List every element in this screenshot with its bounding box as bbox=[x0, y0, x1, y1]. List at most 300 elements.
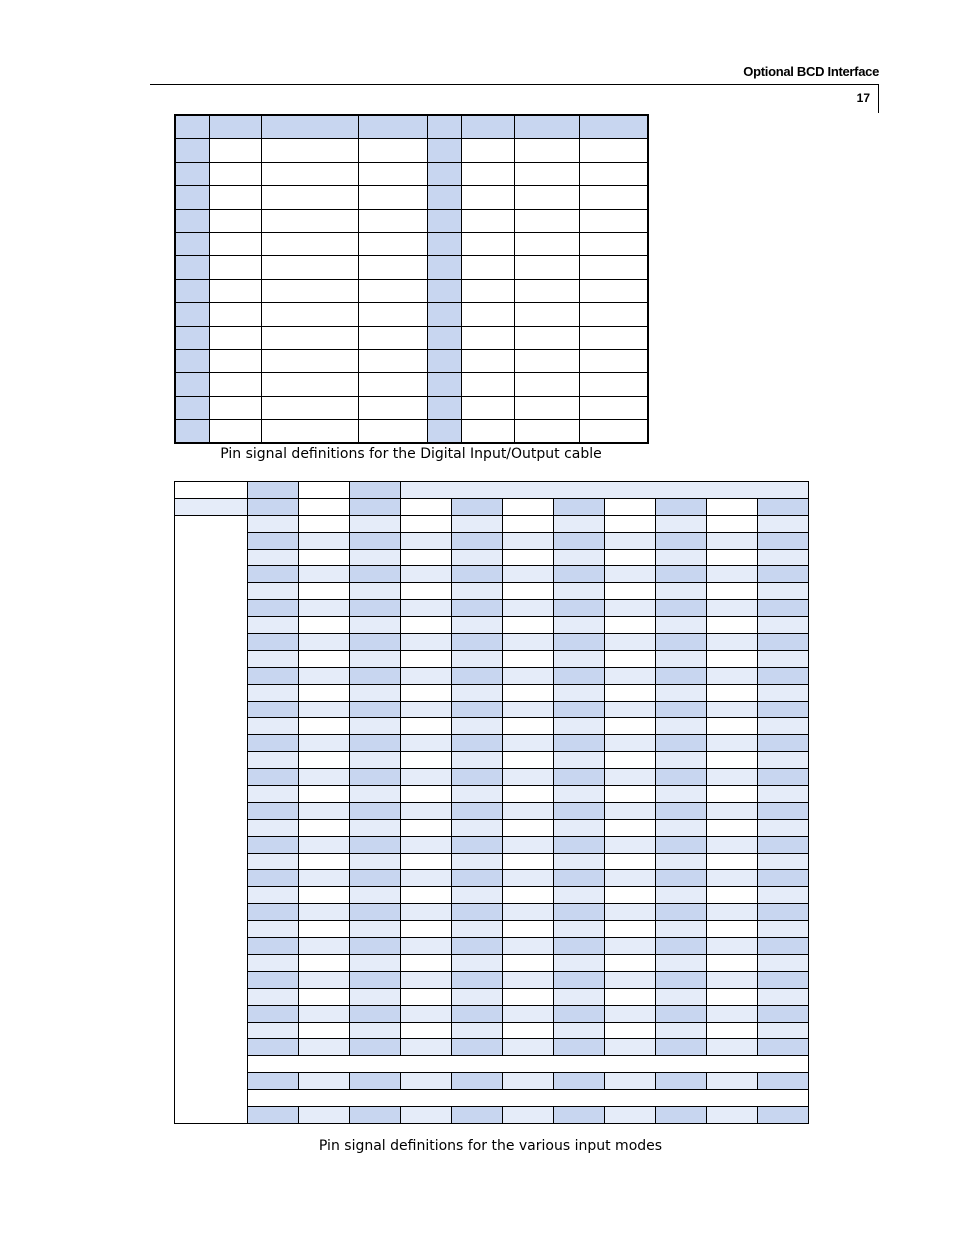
digital-io-table-caption: Pin signal definitions for the Digital Input/Output cable bbox=[220, 446, 602, 462]
table-cell bbox=[261, 186, 358, 209]
table-cell bbox=[299, 853, 350, 870]
table-row bbox=[175, 1106, 809, 1123]
table-cell bbox=[248, 650, 299, 667]
table-cell bbox=[579, 373, 648, 396]
table-cell bbox=[299, 600, 350, 617]
table-cell bbox=[248, 566, 299, 583]
table-cell bbox=[350, 752, 401, 769]
table-row bbox=[175, 139, 648, 162]
table-cell bbox=[503, 1106, 554, 1123]
table-cell bbox=[707, 532, 758, 549]
table-cell bbox=[707, 634, 758, 651]
table-cell bbox=[209, 279, 261, 302]
table-cell bbox=[554, 1106, 605, 1123]
table-cell bbox=[514, 162, 579, 185]
table-cell bbox=[579, 396, 648, 419]
table-cell bbox=[401, 566, 452, 583]
table-cell bbox=[554, 887, 605, 904]
table-cell bbox=[554, 870, 605, 887]
table-cell bbox=[579, 420, 648, 444]
table-cell bbox=[299, 482, 350, 499]
table-cell bbox=[605, 938, 656, 955]
table-cell bbox=[452, 583, 503, 600]
table-cell bbox=[350, 887, 401, 904]
table-cell bbox=[503, 701, 554, 718]
table-row bbox=[175, 718, 809, 735]
table-cell bbox=[401, 853, 452, 870]
table-cell bbox=[299, 1022, 350, 1039]
table-cell bbox=[358, 256, 427, 279]
table-cell bbox=[707, 549, 758, 566]
table-cell bbox=[350, 853, 401, 870]
table-cell bbox=[579, 326, 648, 349]
table-cell bbox=[248, 515, 299, 532]
table-cell bbox=[605, 583, 656, 600]
table-cell bbox=[401, 617, 452, 634]
table-cell bbox=[579, 279, 648, 302]
table-cell bbox=[656, 802, 707, 819]
table-row bbox=[175, 1073, 809, 1090]
table-cell bbox=[358, 232, 427, 255]
table-cell bbox=[248, 735, 299, 752]
table-cell bbox=[707, 684, 758, 701]
table-cell bbox=[605, 735, 656, 752]
table-row bbox=[175, 650, 809, 667]
table-cell bbox=[358, 186, 427, 209]
table-cell bbox=[656, 921, 707, 938]
table-cell bbox=[503, 566, 554, 583]
table-cell bbox=[605, 752, 656, 769]
table-cell bbox=[452, 904, 503, 921]
table-cell bbox=[707, 735, 758, 752]
table-cell bbox=[248, 1022, 299, 1039]
table-cell bbox=[299, 549, 350, 566]
table-cell bbox=[452, 971, 503, 988]
table-cell bbox=[299, 819, 350, 836]
table-cell bbox=[248, 600, 299, 617]
table-cell bbox=[503, 735, 554, 752]
table-cell bbox=[401, 769, 452, 786]
table-row bbox=[175, 566, 809, 583]
table-cell bbox=[656, 853, 707, 870]
table-cell bbox=[299, 718, 350, 735]
table-cell bbox=[350, 650, 401, 667]
table-cell bbox=[554, 853, 605, 870]
table-cell bbox=[461, 162, 514, 185]
table-cell bbox=[656, 1106, 707, 1123]
table-cell bbox=[358, 326, 427, 349]
table-cell bbox=[401, 735, 452, 752]
table-cell bbox=[707, 938, 758, 955]
table-cell bbox=[401, 836, 452, 853]
table-cell bbox=[554, 752, 605, 769]
table-cell bbox=[248, 938, 299, 955]
table-cell bbox=[707, 870, 758, 887]
table-cell bbox=[605, 1106, 656, 1123]
table-cell bbox=[261, 396, 358, 419]
table-row bbox=[175, 256, 648, 279]
table-cell bbox=[758, 1039, 809, 1056]
table-row bbox=[175, 802, 809, 819]
table-row bbox=[175, 186, 648, 209]
table-cell bbox=[452, 853, 503, 870]
table-cell bbox=[452, 667, 503, 684]
table-cell bbox=[758, 1005, 809, 1022]
table-cell bbox=[401, 667, 452, 684]
table-cell bbox=[350, 667, 401, 684]
table-cell bbox=[707, 600, 758, 617]
table-cell bbox=[554, 735, 605, 752]
table-cell bbox=[656, 836, 707, 853]
table-cell bbox=[299, 515, 350, 532]
table-cell bbox=[503, 532, 554, 549]
table-cell bbox=[209, 232, 261, 255]
input-modes-pin-table bbox=[174, 481, 809, 1124]
table-cell bbox=[503, 870, 554, 887]
table-cell bbox=[248, 498, 299, 515]
table-cell bbox=[427, 373, 461, 396]
table-cell bbox=[503, 1039, 554, 1056]
table-cell bbox=[707, 954, 758, 971]
table-cell bbox=[605, 515, 656, 532]
table-cell bbox=[503, 802, 554, 819]
table-cell bbox=[514, 396, 579, 419]
table-cell bbox=[656, 938, 707, 955]
table-cell bbox=[758, 853, 809, 870]
table-row bbox=[175, 769, 809, 786]
table-row bbox=[175, 279, 648, 302]
table-cell bbox=[452, 650, 503, 667]
table-cell bbox=[248, 617, 299, 634]
table-cell bbox=[452, 735, 503, 752]
table-row bbox=[175, 349, 648, 372]
table-cell bbox=[656, 701, 707, 718]
table-cell bbox=[248, 971, 299, 988]
table-cell bbox=[503, 954, 554, 971]
table-cell bbox=[175, 115, 209, 139]
table-cell bbox=[209, 162, 261, 185]
table-cell bbox=[175, 482, 248, 499]
table-cell bbox=[514, 209, 579, 232]
table-cell bbox=[452, 1073, 503, 1090]
table-cell bbox=[350, 802, 401, 819]
table-cell bbox=[656, 583, 707, 600]
table-cell bbox=[605, 802, 656, 819]
table-cell bbox=[707, 667, 758, 684]
table-cell bbox=[503, 549, 554, 566]
table-cell bbox=[401, 971, 452, 988]
table-cell bbox=[299, 769, 350, 786]
table-cell bbox=[758, 634, 809, 651]
table-cell bbox=[299, 971, 350, 988]
table-cell bbox=[358, 279, 427, 302]
table-cell bbox=[452, 1005, 503, 1022]
table-cell bbox=[461, 186, 514, 209]
table-cell bbox=[248, 667, 299, 684]
table-row bbox=[175, 921, 809, 938]
table-cell bbox=[514, 349, 579, 372]
table-row bbox=[175, 1005, 809, 1022]
table-cell bbox=[579, 303, 648, 326]
table-cell bbox=[452, 532, 503, 549]
table-cell bbox=[503, 667, 554, 684]
table-cell bbox=[248, 549, 299, 566]
table-cell bbox=[758, 954, 809, 971]
table-cell bbox=[248, 786, 299, 803]
table-cell bbox=[503, 887, 554, 904]
table-cell bbox=[350, 1039, 401, 1056]
table-cell bbox=[350, 701, 401, 718]
table-cell bbox=[452, 634, 503, 651]
table-cell bbox=[299, 498, 350, 515]
table-cell bbox=[656, 769, 707, 786]
table-cell bbox=[299, 904, 350, 921]
table-cell bbox=[209, 420, 261, 444]
table-cell bbox=[758, 786, 809, 803]
table-cell bbox=[299, 1005, 350, 1022]
table-cell bbox=[758, 836, 809, 853]
table-cell bbox=[579, 139, 648, 162]
table-cell bbox=[401, 802, 452, 819]
table-cell bbox=[554, 600, 605, 617]
table-cell bbox=[461, 326, 514, 349]
table-cell bbox=[514, 326, 579, 349]
table-cell bbox=[175, 279, 209, 302]
table-cell bbox=[605, 1022, 656, 1039]
table-cell bbox=[175, 303, 209, 326]
table-cell bbox=[656, 498, 707, 515]
table-cell bbox=[350, 954, 401, 971]
table-cell bbox=[758, 971, 809, 988]
table-cell bbox=[554, 684, 605, 701]
table-cell bbox=[605, 921, 656, 938]
table-cell bbox=[554, 954, 605, 971]
table-cell bbox=[248, 904, 299, 921]
table-cell bbox=[175, 209, 209, 232]
table-cell bbox=[209, 256, 261, 279]
table-cell bbox=[758, 600, 809, 617]
table-cell bbox=[175, 498, 248, 515]
table-cell bbox=[605, 769, 656, 786]
table-cell bbox=[503, 583, 554, 600]
table-row bbox=[175, 326, 648, 349]
table-cell bbox=[350, 1073, 401, 1090]
table-cell bbox=[554, 836, 605, 853]
table-cell bbox=[452, 549, 503, 566]
table-cell bbox=[350, 870, 401, 887]
table-cell bbox=[299, 954, 350, 971]
table-cell bbox=[707, 1022, 758, 1039]
table-cell bbox=[248, 583, 299, 600]
table-cell bbox=[707, 887, 758, 904]
table-cell bbox=[707, 786, 758, 803]
table-cell bbox=[175, 232, 209, 255]
table-cell bbox=[401, 954, 452, 971]
table-row bbox=[175, 971, 809, 988]
table-cell bbox=[248, 1106, 299, 1123]
table-cell bbox=[605, 634, 656, 651]
table-cell bbox=[427, 209, 461, 232]
table-cell bbox=[209, 349, 261, 372]
table-cell bbox=[427, 162, 461, 185]
table-row bbox=[175, 954, 809, 971]
table-cell bbox=[452, 684, 503, 701]
table-row bbox=[175, 373, 648, 396]
table-cell bbox=[350, 617, 401, 634]
table-cell bbox=[350, 1106, 401, 1123]
table-row bbox=[175, 684, 809, 701]
table-cell bbox=[248, 887, 299, 904]
table-row bbox=[175, 600, 809, 617]
table-cell bbox=[605, 988, 656, 1005]
table-cell bbox=[554, 532, 605, 549]
table-cell bbox=[358, 396, 427, 419]
table-cell bbox=[401, 650, 452, 667]
table-cell bbox=[554, 617, 605, 634]
table-cell bbox=[248, 870, 299, 887]
table-cell bbox=[707, 1106, 758, 1123]
table-cell bbox=[554, 1022, 605, 1039]
table-row bbox=[175, 870, 809, 887]
table-cell bbox=[350, 600, 401, 617]
table-cell bbox=[758, 938, 809, 955]
table-cell bbox=[605, 566, 656, 583]
table-cell bbox=[209, 209, 261, 232]
table-cell bbox=[452, 836, 503, 853]
table-cell bbox=[656, 617, 707, 634]
table-cell bbox=[514, 115, 579, 139]
table-cell bbox=[350, 988, 401, 1005]
table-row bbox=[175, 583, 809, 600]
table-cell bbox=[758, 667, 809, 684]
table-cell bbox=[299, 836, 350, 853]
table-cell bbox=[503, 971, 554, 988]
table-cell bbox=[175, 349, 209, 372]
table-cell bbox=[461, 279, 514, 302]
table-cell bbox=[758, 870, 809, 887]
table-cell bbox=[401, 498, 452, 515]
table-row bbox=[175, 988, 809, 1005]
table-cell bbox=[707, 921, 758, 938]
table-cell bbox=[427, 139, 461, 162]
table-header-span bbox=[401, 482, 809, 499]
table-cell bbox=[452, 887, 503, 904]
table-cell bbox=[514, 279, 579, 302]
table-cell bbox=[514, 186, 579, 209]
table-cell bbox=[707, 498, 758, 515]
table-cell bbox=[758, 752, 809, 769]
table-cell bbox=[503, 718, 554, 735]
table-cell bbox=[656, 988, 707, 1005]
table-cell bbox=[579, 256, 648, 279]
table-row bbox=[175, 1090, 809, 1107]
table-cell bbox=[261, 420, 358, 444]
table-cell bbox=[452, 921, 503, 938]
table-cell bbox=[401, 684, 452, 701]
table-cell bbox=[579, 115, 648, 139]
table-cell bbox=[401, 701, 452, 718]
table-cell bbox=[350, 583, 401, 600]
table-cell bbox=[299, 1073, 350, 1090]
table-cell bbox=[299, 938, 350, 955]
table-cell bbox=[427, 256, 461, 279]
table-cell bbox=[656, 819, 707, 836]
table-cell bbox=[605, 853, 656, 870]
table-cell bbox=[401, 786, 452, 803]
table-cell bbox=[707, 836, 758, 853]
table-cell bbox=[248, 1073, 299, 1090]
table-cell bbox=[758, 735, 809, 752]
table-cell bbox=[358, 115, 427, 139]
table-cell bbox=[758, 515, 809, 532]
table-cell bbox=[248, 802, 299, 819]
table-cell bbox=[503, 786, 554, 803]
table-cell bbox=[503, 498, 554, 515]
table-cell bbox=[358, 139, 427, 162]
table-cell bbox=[461, 232, 514, 255]
table-cell bbox=[656, 1073, 707, 1090]
table-cell bbox=[401, 1039, 452, 1056]
table-cell bbox=[605, 904, 656, 921]
table-cell bbox=[350, 819, 401, 836]
table-cell bbox=[605, 617, 656, 634]
table-row bbox=[175, 853, 809, 870]
table-cell bbox=[758, 718, 809, 735]
table-cell bbox=[707, 617, 758, 634]
table-row bbox=[175, 1039, 809, 1056]
table-cell bbox=[299, 735, 350, 752]
table-cell bbox=[452, 752, 503, 769]
table-cell bbox=[175, 139, 209, 162]
table-cell bbox=[358, 420, 427, 444]
table-cell bbox=[427, 396, 461, 419]
table-cell bbox=[554, 701, 605, 718]
table-cell bbox=[758, 1073, 809, 1090]
table-cell bbox=[707, 1005, 758, 1022]
table-cell bbox=[503, 819, 554, 836]
table-cell bbox=[401, 583, 452, 600]
table-cell bbox=[554, 819, 605, 836]
table-cell bbox=[452, 819, 503, 836]
table-cell bbox=[248, 532, 299, 549]
table-cell bbox=[350, 735, 401, 752]
table-cell bbox=[503, 1073, 554, 1090]
table-span-cell bbox=[248, 1056, 809, 1073]
table-header-row bbox=[175, 498, 809, 515]
table-cell bbox=[758, 532, 809, 549]
table-row bbox=[175, 396, 648, 419]
table-row bbox=[175, 735, 809, 752]
table-cell bbox=[299, 684, 350, 701]
table-cell bbox=[427, 326, 461, 349]
table-cell bbox=[452, 498, 503, 515]
table-cell bbox=[248, 921, 299, 938]
table-cell bbox=[656, 549, 707, 566]
table-cell bbox=[656, 1022, 707, 1039]
table-cell bbox=[503, 634, 554, 651]
table-cell bbox=[554, 1039, 605, 1056]
table-cell bbox=[248, 684, 299, 701]
table-cell bbox=[427, 186, 461, 209]
table-cell bbox=[401, 515, 452, 532]
table-cell bbox=[350, 718, 401, 735]
table-cell bbox=[248, 853, 299, 870]
table-cell bbox=[503, 650, 554, 667]
table-cell bbox=[503, 684, 554, 701]
table-cell bbox=[605, 836, 656, 853]
table-cell bbox=[209, 115, 261, 139]
table-cell bbox=[707, 769, 758, 786]
